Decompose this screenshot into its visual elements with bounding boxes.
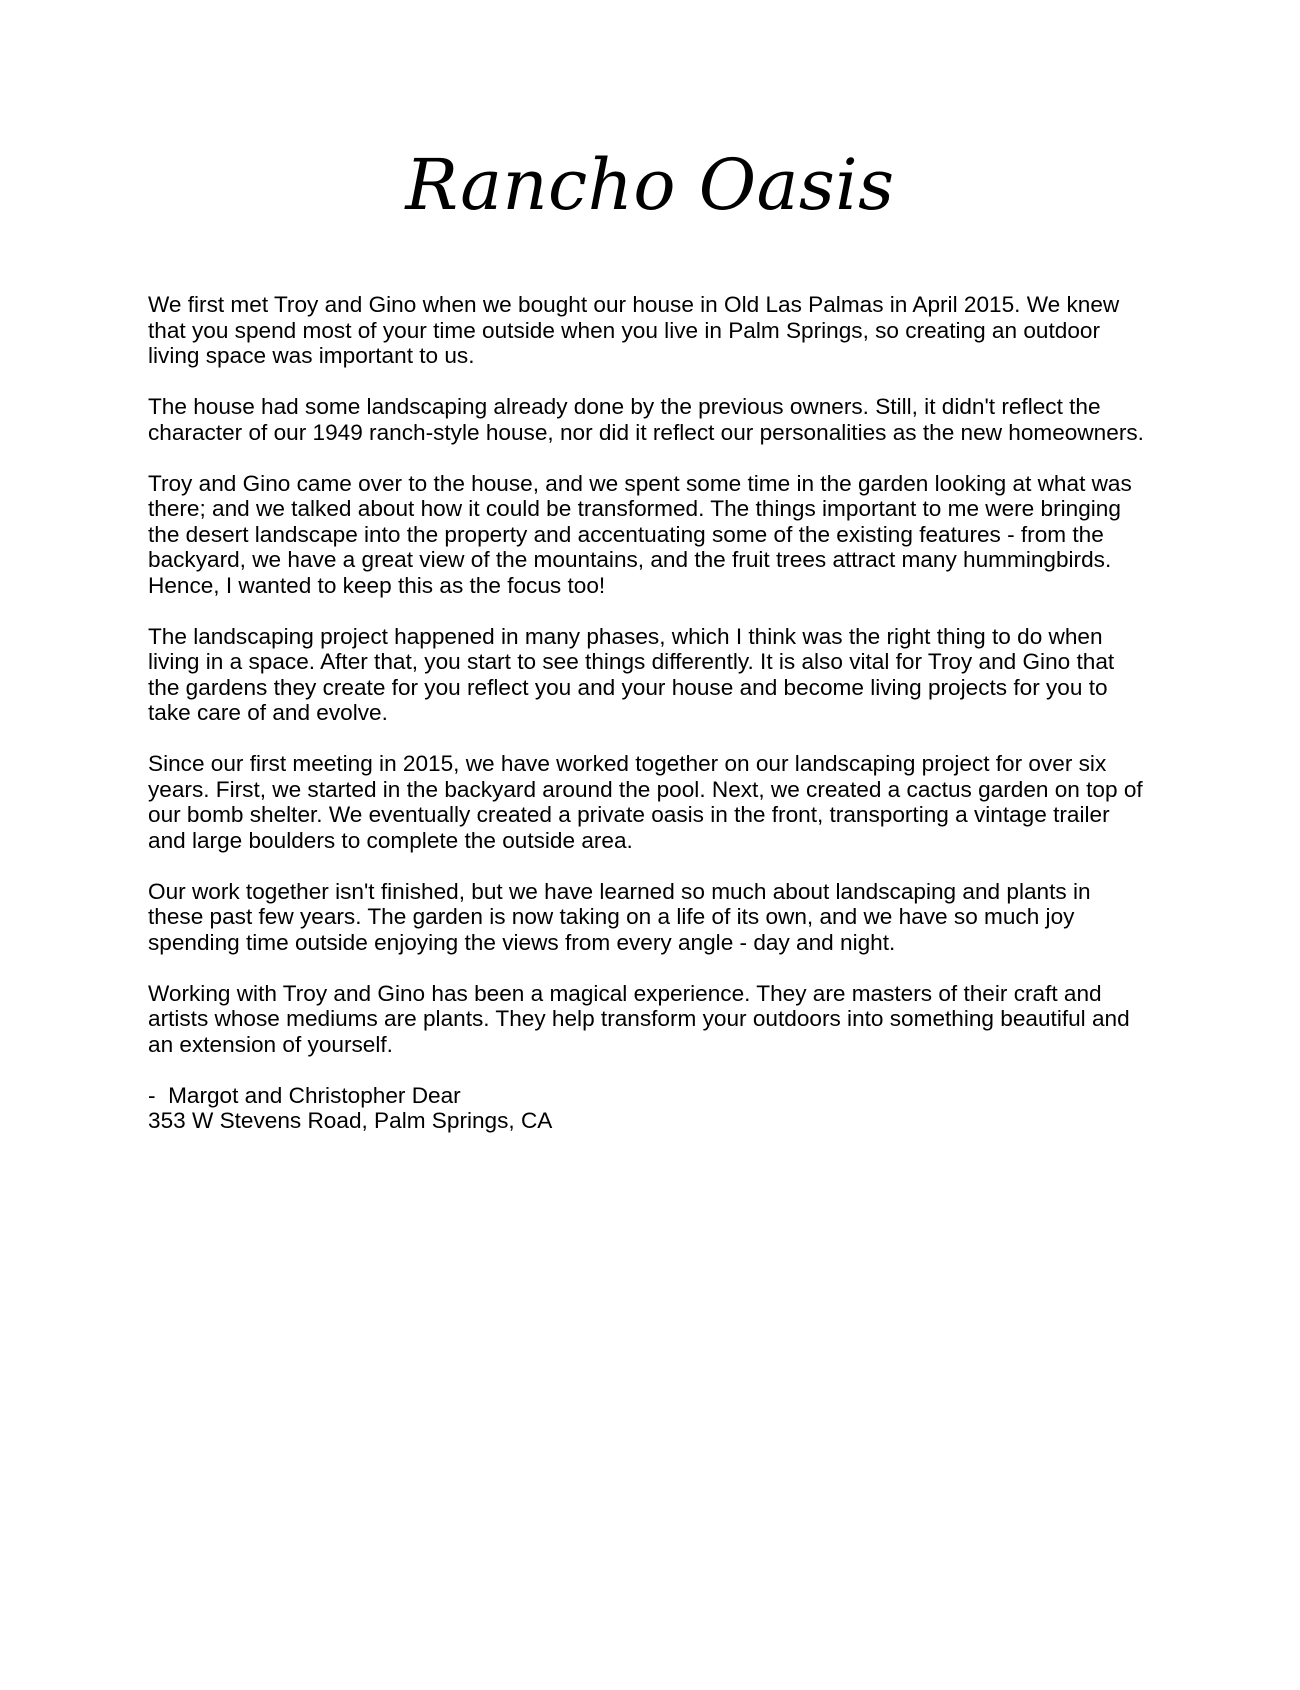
document-title: Rancho Oasis [405, 144, 895, 226]
paragraph-4: The landscaping project happened in many phases, which I think was the right thing to do when living in a space. After that, you start to see things differently. It is also vital for Troy and Gino that the gardens they create for you reflect you and your house and become living projects for you to take care of and evolve. [148, 623, 1115, 725]
paragraph-3: Troy and Gino came over to the house, and we spent some time in the garden looking at what was there; and we talked about how it could be transformed. The things important to me were bringing the desert landscape into the property and accentuating some of the existing features - from the backyard, we have a great view of the mountains, and the fruit trees attract many hummingbirds. Hence, I wanted to keep this as the focus too! [148, 470, 1132, 598]
signature-block [148, 1083, 1148, 1134]
signature-address: 353 W Stevens Road, Palm Springs, CA [148, 1108, 553, 1133]
paragraph-2: The house had some landscaping already done by the previous owners. Still, it didn't reflect the character of our 1949 ranch-style house, nor did it reflect our personalities as the new homeowners. [148, 394, 1144, 445]
paragraph-7: Working with Troy and Gino has been a magical experience. They are masters of their craft and artists whose mediums are plants. They help transform your outdoors into something beautiful and an extension of yourself. [148, 980, 1130, 1057]
paragraph-5: Since our first meeting in 2015, we have worked together on our landscaping project for over six years. First, we started in the backyard around the pool. Next, we created a cactus garden on top of our bomb shelter. We eventually created a private oasis in the front, transporting a vintage trailer and large boulders to complete the outside area. [148, 751, 1143, 853]
paragraph-1: We first met Troy and Gino when we bought our house in Old Las Palmas in April 2015. We knew that you spend most of your time outside when you live in Palm Springs, so creating an outdoor living space was important to us. [148, 292, 1120, 368]
paragraph-6: Our work together isn't finished, but we have learned so much about landscaping and plants in these past few years. The garden is now taking on a life of its own, and we have so much joy spending time outside enjoying the views from every angle - day and night. [148, 878, 1091, 955]
signature-name: - Margot and Christopher Dear [148, 1082, 461, 1108]
testimonial-body [148, 292, 1148, 1134]
